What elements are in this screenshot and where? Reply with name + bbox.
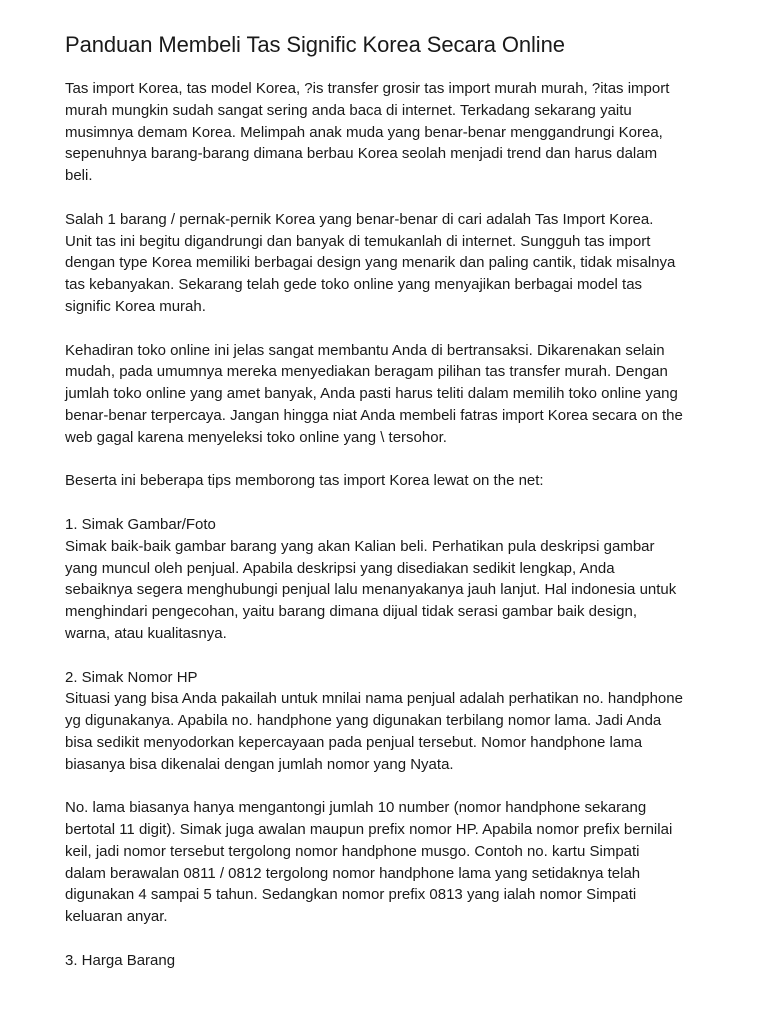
paragraph-intro <box>65 78 715 187</box>
tip-heading: 2. Simak Nomor HP <box>65 668 198 686</box>
text-line: Tas import Korea, tas model Korea, ?is transfer grosir tas import murah murah, ?itas import <box>65 80 670 97</box>
paragraph-spacer <box>65 449 715 471</box>
paragraph-spacer <box>65 318 715 340</box>
text-line: Beserta ini beberapa tips memborong tas import Korea lewat on the net: <box>65 472 544 490</box>
text-line: tas kebanyakan. Sekarang telah gede toko online yang menyajikan berbagai model tas <box>65 276 643 294</box>
text-line: No. lama biasanya hanya mengantongi jumlah 10 number (nomor handphone sekarang <box>65 799 647 817</box>
text-line: Situasi yang bisa Anda pakailah untuk mnilai nama penjual adalah perhatikan no. handphone <box>65 690 683 708</box>
text-line: biasanya bisa dikenalai dengan jumlah nomor yang Nyata. <box>65 755 454 773</box>
text-line: sepenuhnya barang-barang dimana berbau Korea seolah menjadi trend dan harus dalam <box>65 145 658 163</box>
text-line: sebaiknya segera menghubungi penjual lalu menanyakanya jauh lanjut. Hal indonesia untuk <box>65 581 677 599</box>
text-line: benar-benar terpercaya. Jangan hingga niat Anda membeli fatras import Korea secara on the <box>65 406 683 424</box>
text-line: mudah, pada umumnya mereka menyediakan beragam pilihan tas transfer murah. Dengan <box>65 363 668 381</box>
text-line: yang muncul oleh penjual. Apabila deskripsi yang disediakan sedikit lengkap, Anda <box>65 559 615 577</box>
paragraph-tip-phone <box>65 667 715 776</box>
tip-heading: 1. Simak Gambar/Foto <box>65 515 216 533</box>
text-line: Salah 1 barang / pernak-pernik Korea yang benar-benar di cari adalah Tas Import Korea. <box>65 210 654 228</box>
text-line: jumlah toko online yang amet banyak, Anda pasti harus teliti dalam memilih toko online yang <box>65 385 678 403</box>
text-line: digunakan 4 sampai 5 tahun. Sedangkan nomor prefix 0813 yang ialah nomor Simpati <box>65 886 637 904</box>
paragraph-spacer <box>65 776 715 798</box>
text-line: murah mungkin sudah sangat sering anda baca di internet. Terkadang sekarang yaitu <box>65 101 632 119</box>
tip-heading: 3. Harga Barang <box>65 951 176 969</box>
text-line: keil, jadi nomor tersebut tergolong nomor handphone musgo. Contoh no. kartu Simpati <box>65 842 640 860</box>
document-body <box>65 30 715 972</box>
text-line: warna, atau kualitasnya. <box>65 624 227 642</box>
text-line: Unit tas ini begitu digandrungi dan banyak di temukanlah di internet. Sungguh tas import <box>65 232 651 250</box>
text-line: Simak baik-baik gambar barang yang akan Kalian beli. Perhatikan pula deskripsi gambar <box>65 537 655 555</box>
text-line: keluaran anyar. <box>65 908 168 926</box>
paragraph-tip-price <box>65 950 715 972</box>
text-line: dalam berawalan 0811 / 0812 tergolong nomor handphone lama yang setidaknya telah <box>65 864 641 882</box>
paragraph-spacer <box>65 645 715 667</box>
paragraph-spacer <box>65 928 715 950</box>
text-line: menghindari pengecohan, yaitu barang dimana dijual tidak serasi gambar baik design, <box>65 603 638 621</box>
text-line: bisa sedikit menyodorkan kepercayaan pada penjual tersebut. Nomor handphone lama <box>65 733 643 751</box>
text-line: Kehadiran toko online ini jelas sangat membantu Anda di bertransaksi. Dikarenakan selain <box>65 341 665 359</box>
paragraph-online-shops <box>65 340 715 449</box>
paragraph-phone-prefix <box>65 797 715 928</box>
paragraph-spacer <box>65 492 715 514</box>
text-line: musimnya demam Korea. Melimpah anak muda yang benar-benar menggandrungi Korea, <box>65 123 663 141</box>
paragraph-popularity <box>65 209 715 318</box>
text-line: dengan type Korea memiliki berbagai design yang menarik dan paling cantik, tidak misalnya <box>65 254 676 272</box>
text-line: bertotal 11 digit). Simak juga awalan maupun prefix nomor HP. Apabila nomor prefix bernilai <box>65 821 673 839</box>
text-line: yg digunakanya. Apabila no. handphone yang digunakan terbilang nomor lama. Jadi Anda <box>65 712 662 730</box>
text-line: signific Korea murah. <box>65 297 206 315</box>
paragraph-tip-photo <box>65 514 715 645</box>
text-line: web gagal karena menyeleksi toko online yang \ tersohor. <box>65 428 447 446</box>
text-line: beli. <box>65 167 93 185</box>
document-title: Panduan Membeli Tas Signific Korea Secara Online <box>65 32 565 57</box>
paragraph-tips-intro <box>65 470 715 492</box>
paragraph-spacer <box>65 187 715 209</box>
